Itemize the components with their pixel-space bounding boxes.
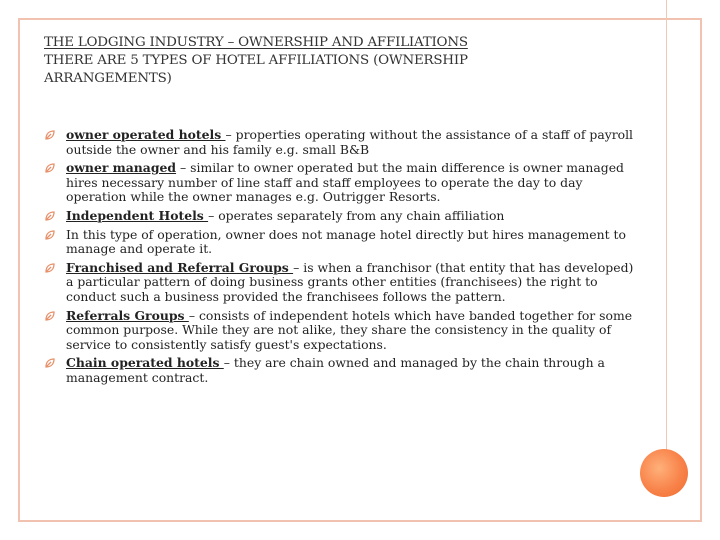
- list-item: [44, 161, 634, 205]
- description: – properties operating without the assistance of a staff of payroll outside the owner and his family e.g. small B&B: [66, 127, 634, 157]
- list-item: [44, 356, 634, 385]
- leaf-bullet-icon: [44, 310, 56, 322]
- title-line-2: THERE ARE 5 TYPES OF HOTEL AFFILIATIONS (OWNERSHIP: [44, 53, 468, 68]
- frame-top-border: [18, 18, 702, 20]
- term: Chain operated hotels: [66, 355, 224, 371]
- title-line-3: ARRANGEMENTS): [44, 71, 172, 86]
- list-item: [44, 309, 634, 353]
- frame-left-border: [18, 18, 20, 522]
- list-item: [44, 228, 634, 257]
- frame-bottom-border: [18, 520, 702, 522]
- list-item: [44, 261, 634, 305]
- slide-title: [44, 34, 644, 88]
- decorative-orange-circle: [640, 449, 688, 497]
- list-item: [44, 209, 634, 224]
- term: Independent Hotels: [66, 207, 209, 223]
- description: – consists of independent hotels which have banded together for some common purpose. While they are not alike, they share the consistency in the quality of service to consistently satisfy guest's expectations.: [66, 307, 633, 352]
- leaf-bullet-icon: [44, 210, 56, 222]
- description: – operates separately from any chain affiliation: [208, 207, 505, 223]
- frame-right-border: [700, 18, 702, 522]
- term: owner operated hotels: [66, 127, 226, 142]
- accent-vertical-line: [666, 0, 667, 450]
- leaf-bullet-icon: [44, 129, 56, 141]
- leaf-bullet-icon: [44, 229, 56, 241]
- description: In this type of operation, owner does not manage hotel directly but hires management to manage and operate it.: [66, 226, 626, 257]
- leaf-bullet-icon: [44, 357, 56, 369]
- term: Franchised and Referral Groups: [66, 259, 294, 275]
- term: owner managed: [66, 160, 177, 176]
- leaf-bullet-icon: [44, 162, 56, 174]
- list-item: [44, 128, 634, 157]
- leaf-bullet-icon: [44, 262, 56, 274]
- term: Referrals Groups: [66, 307, 189, 323]
- title-line-1: THE LODGING INDUSTRY – OWNERSHIP AND AFFILIATIONS: [44, 35, 468, 50]
- affiliation-types-list: [44, 128, 634, 390]
- description: – they are chain owned and managed by the chain through a management contract.: [66, 355, 605, 385]
- description: – similar to owner operated but the main difference is owner managed hires necessary number of line staff and staff employees to operate the day to day operation while the owner manages e.g. Outrigger Resorts.: [66, 160, 624, 205]
- description: – is when a franchisor (that entity that has developed) a particular pattern of doing business grants other entities (franchisees) the right to conduct such a business provided the franchisees follows the pattern.: [66, 259, 634, 304]
